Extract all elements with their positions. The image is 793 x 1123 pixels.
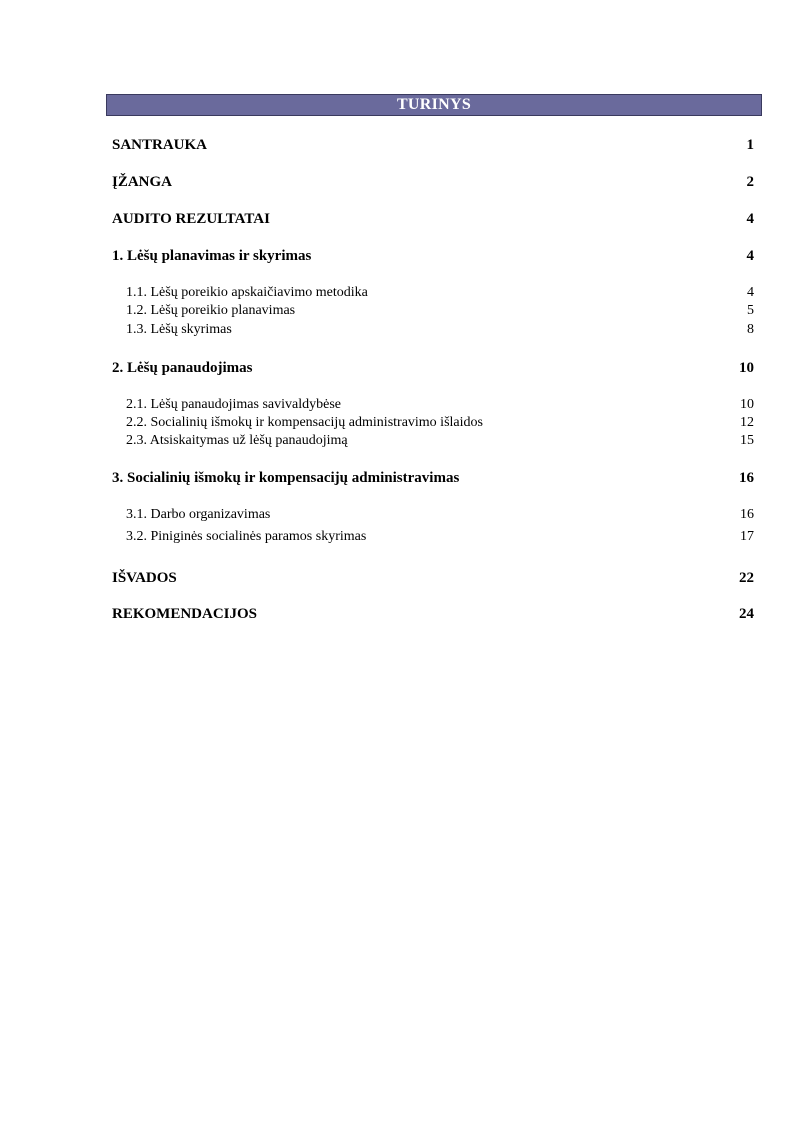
toc-entry[interactable] [112, 568, 754, 588]
toc-subentry[interactable] [126, 527, 754, 547]
toc-subentry[interactable] [126, 505, 754, 525]
toc-entry-label: 3. Socialinių išmokų ir kompensacijų administravimas [112, 470, 460, 486]
toc-entry-label: 2. Lėšų panaudojimas [112, 360, 253, 376]
toc-entry-label: 3.2. Piniginės socialinės paramos skyrimas [126, 529, 367, 544]
toc-entry-label: 2.2. Socialinių išmokų ir kompensacijų administravimo išlaidos [126, 415, 483, 430]
toc-subentry[interactable] [126, 431, 754, 451]
toc-entry[interactable] [112, 358, 754, 378]
toc-entry[interactable] [112, 604, 754, 624]
toc-entry-page: 5 [747, 303, 754, 318]
toc-entry[interactable] [112, 246, 754, 266]
toc-entry[interactable] [112, 209, 754, 229]
toc-entry[interactable] [112, 468, 754, 488]
toc-entry-page: 2 [746, 174, 754, 190]
toc-entry-page: 4 [746, 248, 754, 264]
toc-entry-label: 1. Lėšų planavimas ir skyrimas [112, 248, 312, 264]
toc-entry-page: 17 [740, 529, 754, 544]
toc-entry[interactable] [112, 172, 754, 192]
toc-entry-label: 1.3. Lėšų skyrimas [126, 322, 232, 337]
toc-entry-page: 15 [740, 433, 754, 448]
toc-entry-page: 22 [739, 570, 754, 586]
toc-entry-page: 12 [740, 415, 754, 430]
toc-entry-page: 10 [740, 397, 754, 412]
toc-entry[interactable] [112, 135, 754, 155]
toc-entry-page: 4 [746, 211, 754, 227]
toc-entry-label: ĮŽANGA [112, 174, 173, 190]
toc-subentry[interactable] [126, 283, 754, 303]
toc-entry-page: 1 [746, 137, 754, 153]
toc-entry-label: REKOMENDACIJOS [112, 606, 258, 622]
toc-entry-label: 2.1. Lėšų panaudojimas savivaldybėse [126, 397, 342, 412]
toc-subentry[interactable] [126, 413, 754, 433]
toc-entry-label: 2.3. Atsiskaitymas už lėšų panaudojimą [126, 433, 348, 448]
toc-entry-label: IŠVADOS [112, 570, 177, 586]
toc-entry-label: 1.1. Lėšų poreikio apskaičiavimo metodika [126, 285, 368, 300]
toc-title: TURINYS [106, 94, 762, 116]
toc-entry-label: AUDITO REZULTATAI [112, 211, 270, 227]
toc-entry-page: 24 [739, 606, 754, 622]
toc-entry-label: 1.2. Lėšų poreikio planavimas [126, 303, 296, 318]
toc-entry-page: 8 [747, 322, 754, 337]
toc-subentry[interactable] [126, 301, 754, 321]
toc-entry-page: 4 [747, 285, 754, 300]
toc-entry-label: SANTRAUKA [112, 137, 208, 153]
toc-subentry[interactable] [126, 395, 754, 415]
toc-entry-page: 16 [739, 470, 754, 486]
toc-entry-label: 3.1. Darbo organizavimas [126, 507, 271, 522]
toc-entry-page: 10 [739, 360, 754, 376]
toc-subentry[interactable] [126, 320, 754, 340]
toc-entry-page: 16 [740, 507, 754, 522]
